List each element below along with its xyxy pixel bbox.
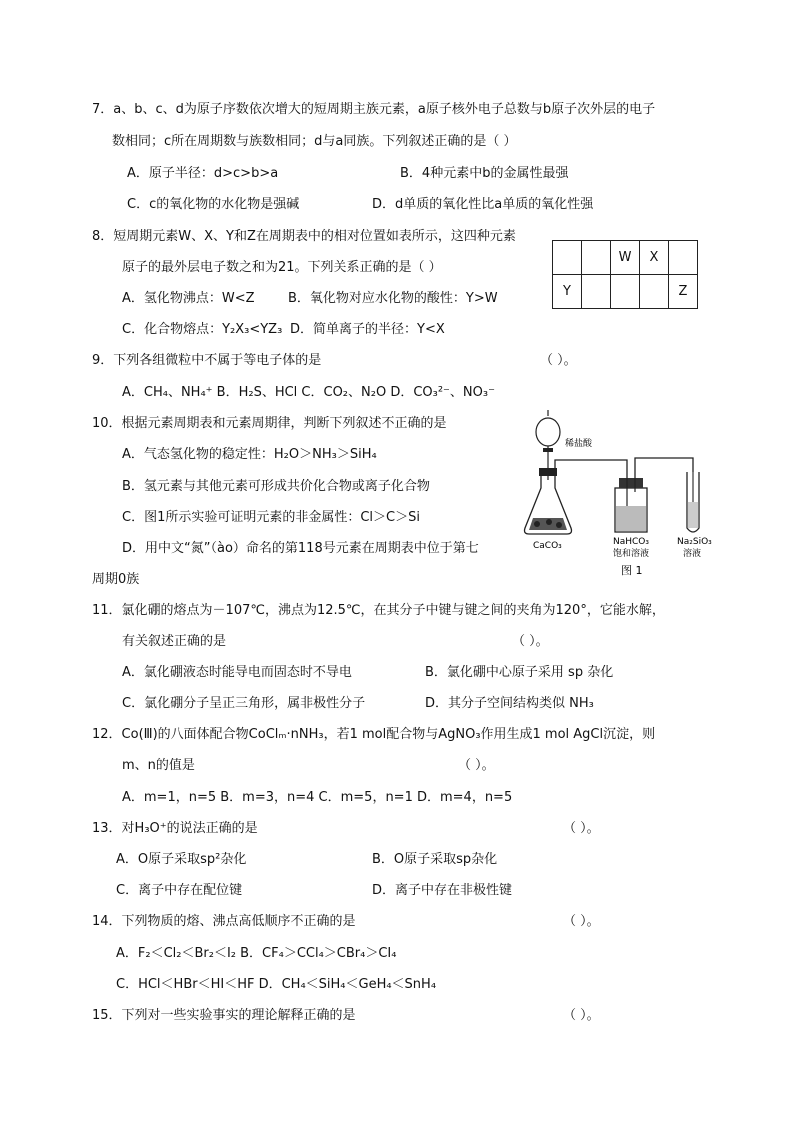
q7-option-c: C．c的氧化物的水化物是强碱	[127, 197, 300, 212]
q14-options-ab: A．F₂＜Cl₂＜Br₂＜I₂ B．CF₄＞CCl₄＞CBr₄＞CI₄	[116, 946, 397, 961]
q12-answer-paren: （ ）。	[458, 758, 495, 773]
table-cell	[582, 275, 611, 309]
q8-option-d: D．简单离子的半径：Y<X	[290, 322, 445, 337]
bottle-label-2: 饱和溶液	[613, 549, 650, 559]
q9-stem: 9．下列各组微粒中不属于等电子体的是	[92, 353, 322, 368]
q14-stem: 14．下列物质的熔、沸点高低顺序不正确的是	[92, 914, 356, 929]
table-cell	[669, 241, 698, 275]
q11-answer-paren: （ ）。	[512, 634, 549, 649]
q13-answer-paren: （ ）。	[563, 821, 600, 836]
q8-option-c: C．化合物熔点：Y₂X₃<YZ₃	[122, 322, 283, 337]
q13-option-b: B．O原子采取sp杂化	[372, 852, 498, 867]
q10-option-a: A．气态氢化物的稳定性：H₂O＞NH₃＞SiH₄	[122, 447, 377, 462]
q14-answer-paren: （ ）。	[563, 914, 600, 929]
q10-stem: 10．根据元素周期表和元素周期律，判断下列叙述不正确的是	[92, 416, 447, 431]
q7-option-a: A．原子半径：d>c>b>a	[127, 166, 279, 181]
table-row	[553, 275, 698, 309]
q8-option-b: B．氧化物对应水化物的酸性：Y>W	[288, 291, 498, 306]
bottle-label-1: NaHCO₃	[613, 537, 649, 547]
q7-stem-line1: 7．a、b、c、d为原子序数依次增大的短周期主族元素，a原子核外电子总数与b原子次外层的电子	[92, 102, 656, 117]
tube-label-1: Na₂SiO₃	[677, 537, 712, 547]
q7-option-d: D．d单质的氧化性比a单质的氧化性强	[372, 197, 594, 212]
q12-stem-line2: m、n的值是	[122, 758, 195, 773]
q15-stem: 15．下列对一些实验事实的理论解释正确的是	[92, 1008, 356, 1023]
q10-option-c: C．图1所示实验可证明元素的非金属性：Cl＞C＞Si	[122, 510, 420, 525]
q9-answer-paren: （ ）。	[540, 353, 577, 368]
table-cell: X	[640, 241, 669, 275]
flask-label: CaCO₃	[533, 541, 562, 551]
apparatus-drawing	[515, 410, 725, 580]
q8-option-a: A．氢化物沸点：W<Z	[122, 291, 255, 306]
q7-option-b: B．4种元素中b的金属性最强	[400, 166, 569, 181]
q8-stem-line1: 8．短周期元素W、X、Y和Z在周期表中的相对位置如表所示，这四种元素	[92, 229, 516, 244]
q11-stem-line2: 有关叙述正确的是	[122, 634, 227, 649]
table-cell	[640, 275, 669, 309]
figure-1-apparatus	[515, 410, 725, 580]
q12-options: A．m=1，n=5 B．m=3，n=4 C．m=5，n=1 D．m=4，n=5	[122, 790, 513, 805]
q10-option-d: D．用中文“氮”（ào）命名的第118号元素在周期表中位于第七	[122, 541, 479, 556]
q13-option-c: C．离子中存在配位键	[116, 883, 243, 898]
q14-options-cd: C．HCl＜HBr＜HI＜HF D．CH₄＜SiH₄＜GeH₄＜SnH₄	[116, 977, 437, 992]
q13-stem: 13．对H₃O⁺的说法正确的是	[92, 821, 258, 836]
q7-stem-line2: 数相同；c所在周期数与族数相同；d与a同族。下列叙述正确的是（ ）	[112, 134, 517, 149]
table-cell	[553, 241, 582, 275]
q13-option-d: D．离子中存在非极性键	[372, 883, 513, 898]
q10-option-d-cont: 周期0族	[92, 572, 140, 587]
table-cell	[582, 241, 611, 275]
q9-options: A．CH₄、NH₄⁺ B．H₂S、HCl C．CO₂、N₂O D．CO₃²⁻、NO₃⁻	[122, 385, 495, 400]
q12-stem-line1: 12．Co(Ⅲ)的八面体配合物CoClₘ·nNH₃，若1 mol配合物与AgNO₃作用生成1 mol AgCl沉淀，则	[92, 727, 656, 742]
q8-stem-line2: 原子的最外层电子数之和为21。下列关系正确的是（ ）	[122, 260, 442, 275]
q11-stem-line1: 11．氯化硼的熔点为－107℃，沸点为12.5℃，在其分子中键与键之间的夹角为120°，它能水解，	[92, 603, 665, 618]
q11-option-a: A．氯化硼液态时能导电而固态时不导电	[122, 665, 352, 680]
q11-option-b: B．氯化硼中心原子采用 sp 杂化	[425, 665, 614, 680]
figure-caption: 图 1	[621, 564, 643, 577]
table-cell	[611, 275, 640, 309]
table-cell: W	[611, 241, 640, 275]
q15-answer-paren: （ ）。	[563, 1008, 600, 1023]
q11-option-c: C．氯化硼分子呈正三角形，属非极性分子	[122, 696, 366, 711]
table-cell: Z	[669, 275, 698, 309]
acid-label: 稀盐酸	[565, 439, 593, 449]
table-row	[553, 241, 698, 275]
table-cell: Y	[553, 275, 582, 309]
q13-option-a: A．O原子采取sp²杂化	[116, 852, 247, 867]
periodic-table-fragment	[552, 240, 698, 309]
q11-option-d: D．其分子空间结构类似 NH₃	[425, 696, 594, 711]
tube-label-2: 溶液	[683, 549, 702, 559]
q10-option-b: B．氢元素与其他元素可形成共价化合物或离子化合物	[122, 479, 430, 494]
